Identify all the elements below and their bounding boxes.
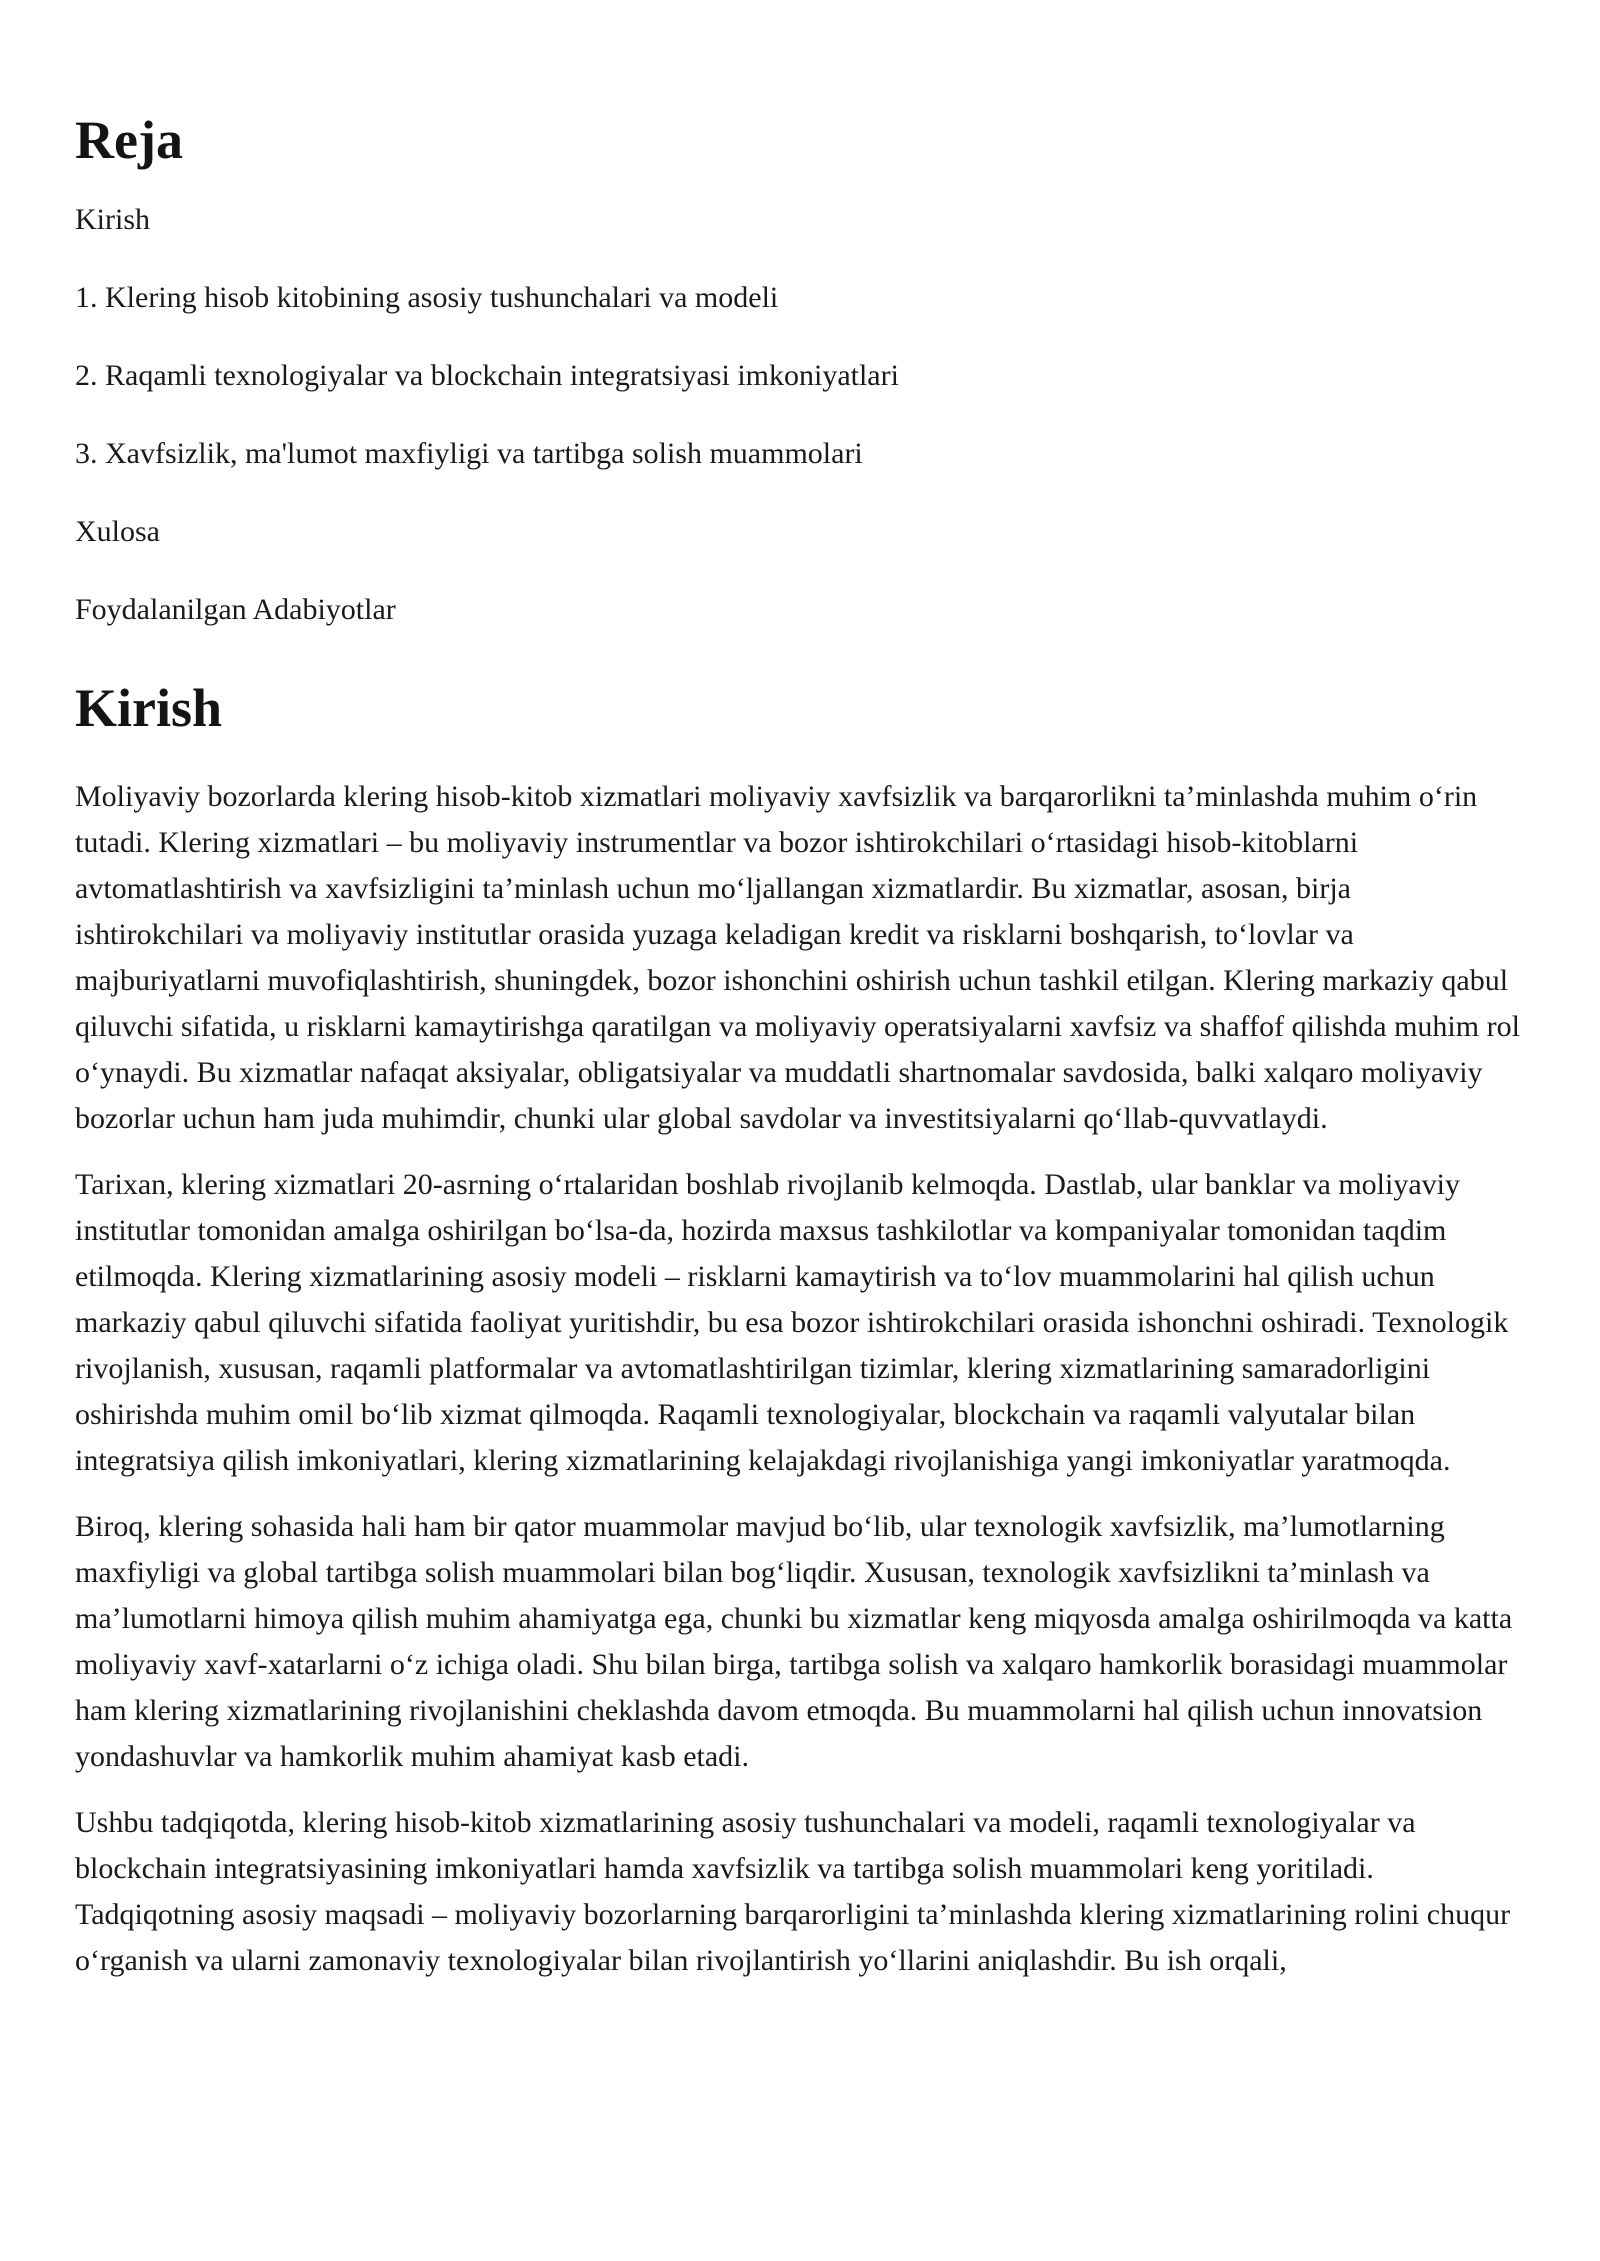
- plan-title: Reja: [75, 110, 183, 170]
- intro-paragraph: Moliyaviy bozorlarda klering hisob-kitob xizmatlari moliyaviy xavfsizlik va barqarorlikni ta’minlashda muhim o‘rin tutadi. Klering xizmatlari – bu moliyaviy instrumentlar va bozor ishtirokchilari o‘rtasidagi hisob-kitoblarni avtomatlashtirish va xavfsizligini ta’minlash uchun mo‘ljallangan xizmatlardir. Bu xizmatlar, asosan, birja ishtirokchilari va moliyaviy institutlar orasida yuzaga keladigan kredit va risklarni boshqarish, to‘lovlar va majburiyatlarni muvofiqlashtirish, shuningdek, bozor ishonchini oshirish uchun tashkil etilgan. Klering markaziy qabul qiluvchi sifatida, u risklarni kamaytirishga qaratilgan va moliyaviy operatsiyalarni xavfsiz va shaffof qilishda muhim rol o‘ynaydi. Bu xizmatlar nafaqat aksiyalar, obligatsiyalar va muddatli shartnomalar savdosida, balki xalqaro moliyaviy bozorlar uchun ham juda muhimdir, chunki ular global savdolar va investitsiyalarni qo‘llab-quvvatlaydi.: [75, 780, 1520, 1135]
- plan-item-1: 1. Klering hisob kitobining asosiy tushunchalari va modeli: [75, 281, 779, 314]
- intro-paragraph: Tarixan, klering xizmatlari 20-asrning o‘rtalaridan boshlab rivojlanib kelmoqda. Dastlab, ular banklar va moliyaviy institutlar tomonidan amalga oshirilgan bo‘lsa-da, hozirda maxsus tashkilotlar va kompaniyalar tomonidan taqdim etilmoqda. Klering xizmatlarining asosiy modeli – risklarni kamaytirish va to‘lov muammolarini hal qilish uchun markaziy qabul qiluvchi sifatida faoliyat yuritishdir, bu esa bozor ishtirokchilari orasida ishonchni oshiradi. Texnologik rivojlanish, xususan, raqamli platformalar va avtomatlashtirilgan tizimlar, klering xizmatlarining samaradorligini oshirishda muhim omil bo‘lib xizmat qilmoqda. Raqamli texnologiyalar, blockchain va raqamli valyutalar bilan integratsiya qilish imkoniyatlari, klering xizmatlarining kelajakdagi rivojlanishiga yangi imkoniyatlar yaratmoqda.: [75, 1168, 1509, 1477]
- plan-item-references: Foydalanilgan Adabiyotlar: [75, 593, 396, 626]
- intro-body: [75, 774, 1526, 1984]
- section-title-intro: Kirish: [75, 678, 223, 738]
- intro-paragraph: Biroq, klering sohasida hali ham bir qator muammolar mavjud bo‘lib, ular texnologik xavfsizlik, ma’lumotlarning maxfiyligi va global tartibga solish muammolari bilan bog‘liqdir. Xususan, texnologik xavfsizlikni ta’minlash va ma’lumotlarni himoya qilish muhim ahamiyatga ega, chunki bu xizmatlar keng miqyosda amalga oshirilmoqda va katta moliyaviy xavf-xatarlarni o‘z ichiga oladi. Shu bilan birga, tartibga solish va xalqaro hamkorlik borasidagi muammolar ham klering xizmatlarining rivojlanishini cheklashda davom etmoqda. Bu muammolarni hal qilish uchun innovatsion yondashuvlar va hamkorlik muhim ahamiyat kasb etadi.: [75, 1510, 1513, 1773]
- plan-item-conclusion: Xulosa: [75, 515, 160, 548]
- plan-item-intro: Kirish: [75, 203, 150, 236]
- plan-list: [75, 202, 1526, 628]
- plan-item-3: 3. Xavfsizlik, ma'lumot maxfiyligi va tartibga solish muammolari: [75, 437, 863, 470]
- intro-paragraph: Ushbu tadqiqotda, klering hisob-kitob xizmatlarining asosiy tushunchalari va modeli, raqamli texnologiyalar va blockchain integratsiyasining imkoniyatlari hamda xavfsizlik va tartibga solish muammolari keng yoritiladi. Tadqiqotning asosiy maqsadi – moliyaviy bozorlarning barqarorligini ta’minlashda klering xizmatlarining rolini chuqur o‘rganish va ularni zamonaviy texnologiyalar bilan rivojlantirish yo‘llarini aniqlashdir. Bu ish orqali,: [75, 1806, 1511, 1977]
- plan-item-2: 2. Raqamli texnologiyalar va blockchain integratsiyasi imkoniyatlari: [75, 359, 899, 392]
